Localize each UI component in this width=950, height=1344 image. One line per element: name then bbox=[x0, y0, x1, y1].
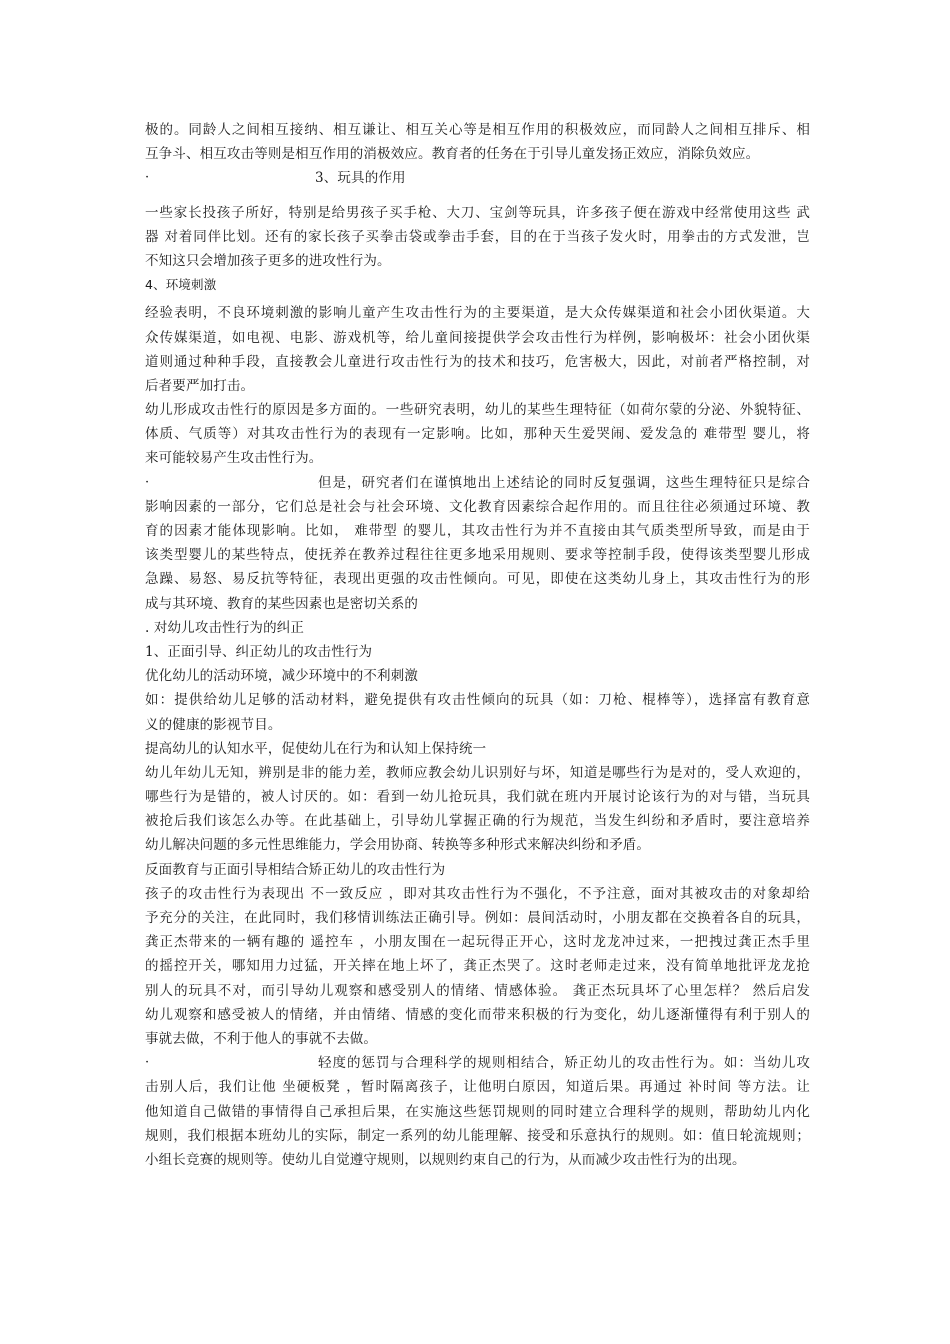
heading-environment: 4、环境刺激 bbox=[145, 277, 217, 293]
text-line: 别人的玩具不对，而引导幼儿观察和感受别人的情绪、情感体验。 龚正杰玩具坏了心里怎样？ 然后启发 bbox=[145, 982, 810, 999]
text-line: 经验表明，不良环境刺激的影响儿童产生攻击性行为的主要渠道，是大众传媒渠道和社会小团伙渠道。大 bbox=[145, 305, 810, 322]
heading-positive-guidance: 1、正面引导、纠正幼儿的攻击性行为 bbox=[145, 643, 373, 660]
text-line: 来可能较易产生攻击性行为。 bbox=[145, 450, 323, 467]
subheading-environment: 优化幼儿的活动环境，减少环境中的不利刺激 bbox=[145, 668, 418, 685]
text-line: 成与其环境、教育的某些因素也是密切关系的 bbox=[145, 595, 418, 612]
subheading-cognition: 提高幼儿的认知水平，促使幼儿在行为和认知上保持统一 bbox=[145, 740, 487, 757]
text-line: 但是，研究者们在谨慎地出上述结论的同时反复强调，这些生理特征只是综合 bbox=[318, 474, 810, 491]
text-line: 如：提供给幼儿足够的活动材料，避免提供有攻击性倾向的玩具（如：刀枪、棍棒等），选择富有教育意 bbox=[145, 692, 810, 709]
text-line: 急躁、易怒、易反抗等特征，表现出更强的攻击性倾向。可见，即使在这类幼儿身上，其攻击性行为的形 bbox=[145, 571, 810, 588]
bullet-dot: · bbox=[145, 170, 150, 186]
text-line: 影响因素的一部分，它们总是社会与社会环境、文化教育因素综合起作用的。而且往往必须通过环境、教 bbox=[145, 498, 810, 515]
text-line: 极的。同龄人之间相互接纳、相互谦让、相互关心等是相互作用的积极效应，而同龄人之间相互排斥、相 bbox=[145, 122, 810, 138]
text-line: 孩子的攻击性行为表现出 不一致反应 ，即对其攻击性行为不强化，不予注意，面对其被攻击的对象却给 bbox=[145, 885, 810, 902]
text-line: 幼儿解决问题的多元性思维能力，学会用协商、转换等多种形式来解决纠纷和矛盾。 bbox=[145, 837, 651, 854]
text-line: 龚正杰带来的一辆有趣的 遥控车 ，小朋友围在一起玩得正开心，这时龙龙冲过来，一把拽过龚正杰手里 bbox=[145, 934, 810, 951]
text-line: 育的因素才能体现影响。比如， 难带型 的婴儿，其攻击性行为并不直接由其气质类型所导致，而是由于 bbox=[145, 523, 810, 539]
text-line: 轻度的惩罚与合理科学的规则相结合，矫正幼儿的攻击性行为。如：当幼儿攻 bbox=[318, 1055, 810, 1072]
text-line: 道则通过种种手段，直接教会儿童进行攻击性行为的技术和技巧，危害极大，因此，对前者严格控制，对 bbox=[145, 353, 810, 370]
text-line: 义的健康的影视节目。 bbox=[145, 716, 282, 733]
heading-toys: 3、玩具的作用 bbox=[315, 170, 406, 187]
text-line: 众传媒渠道，如电视、电影、游戏机等，给儿童间接提供学会攻击性行为样例，影响极坏：社会小团伙渠 bbox=[145, 329, 810, 346]
text-line: 事就去做，不利于他人的事就不去做。 bbox=[145, 1030, 378, 1047]
text-line: 一些家长投孩子所好，特别是给男孩子买手枪、大刀、宝剑等玩具，许多孩子便在游戏中经常使用这些 武 bbox=[145, 204, 810, 221]
text-line: 哪些行为是错的，被人讨厌的。如：看到一幼儿抢玩具，我们就在班内开展讨论该行为的对与错，当玩具 bbox=[145, 789, 810, 806]
text-line: 幼儿形成攻击性行的原因是多方面的。一些研究表明，幼儿的某些生理特征（如荷尔蒙的分泌、外貌特征、 bbox=[145, 402, 810, 419]
text-line: 该类型婴儿的某些特点，使抚养在教养过程往往更多地采用规则、要求等控制手段，使得该类型婴儿形成 bbox=[145, 547, 810, 564]
text-line: 幼儿观察和感受被人的情绪，并由情绪、情感的变化而带来积极的行为变化，幼儿逐渐懂得有利于别人的 bbox=[145, 1006, 810, 1023]
subheading-reverse-education: 反面教育与正面引导相结合矫正幼儿的攻击性行为 bbox=[145, 861, 446, 878]
text-line: 的摇控开关，哪知用力过猛，开关摔在地上坏了，龚正杰哭了。这时老师走过来，没有简单地批评龙龙抢 bbox=[145, 958, 810, 975]
text-line: 幼儿年幼儿无知，辨别是非的能力差，教师应教会幼儿识别好与坏，知道是哪些行为是对的，受人欢迎的， bbox=[145, 764, 810, 781]
bullet-paragraph bbox=[145, 1051, 810, 1075]
text-line: 后者要严加打击。 bbox=[145, 377, 255, 394]
text-line: 规则，我们根据本班幼儿的实际，制定一系列的幼儿能理解、接受和乐意执行的规则。如：值日轮流规则； bbox=[145, 1127, 810, 1144]
heading-correction: . 对幼儿攻击性行为的纠正 bbox=[145, 619, 305, 636]
text-line: 他知道自己做错的事情得自己承担后果，在实施这些惩罚规则的同时建立合理科学的规则，帮助幼儿内化 bbox=[145, 1103, 810, 1120]
bullet-dot: · bbox=[145, 474, 150, 490]
text-line: 互争斗、相互攻击等则是相互作用的消极效应。教育者的任务在于引导儿童发扬正效应，消除负效应。 bbox=[145, 146, 760, 163]
document-page bbox=[145, 118, 810, 1172]
text-line: 被抢后我们该怎么办等。在此基础上，引导幼儿掌握正确的行为规范，当发生纠纷和矛盾时，要注意培养 bbox=[145, 813, 810, 830]
text-line: 予充分的关注，在此同时，我们移情训练法正确引导。例如：晨间活动时，小朋友都在交换着各自的玩具， bbox=[145, 910, 810, 926]
bullet-dot: · bbox=[145, 1055, 150, 1071]
text-line: 小组长竞赛的规则等。使幼儿自觉遵守规则，以规则约束自己的行为，从而减少攻击性行为的出现。 bbox=[145, 1151, 746, 1168]
text-line: 体质、气质等）对其攻击性行为的表现有一定影响。比如，那种天生爱哭闹、爱发急的 难带型 婴儿，将 bbox=[145, 426, 810, 443]
bullet-heading-toys bbox=[145, 166, 810, 190]
text-line: 不知这只会增加孩子更多的进攻性行为。 bbox=[145, 252, 391, 269]
text-line: 器 对着同伴比划。还有的家长孩子买拳击袋或拳击手套，目的在于当孩子发火时，用拳击的方式发泄，岂 bbox=[145, 228, 810, 245]
text-line: 击别人后，我们让他 坐硬板凳 ，暂时隔离孩子，让他明白原因，知道后果。再通过 补时间 等方法。让 bbox=[145, 1079, 810, 1096]
bullet-paragraph bbox=[145, 471, 810, 495]
